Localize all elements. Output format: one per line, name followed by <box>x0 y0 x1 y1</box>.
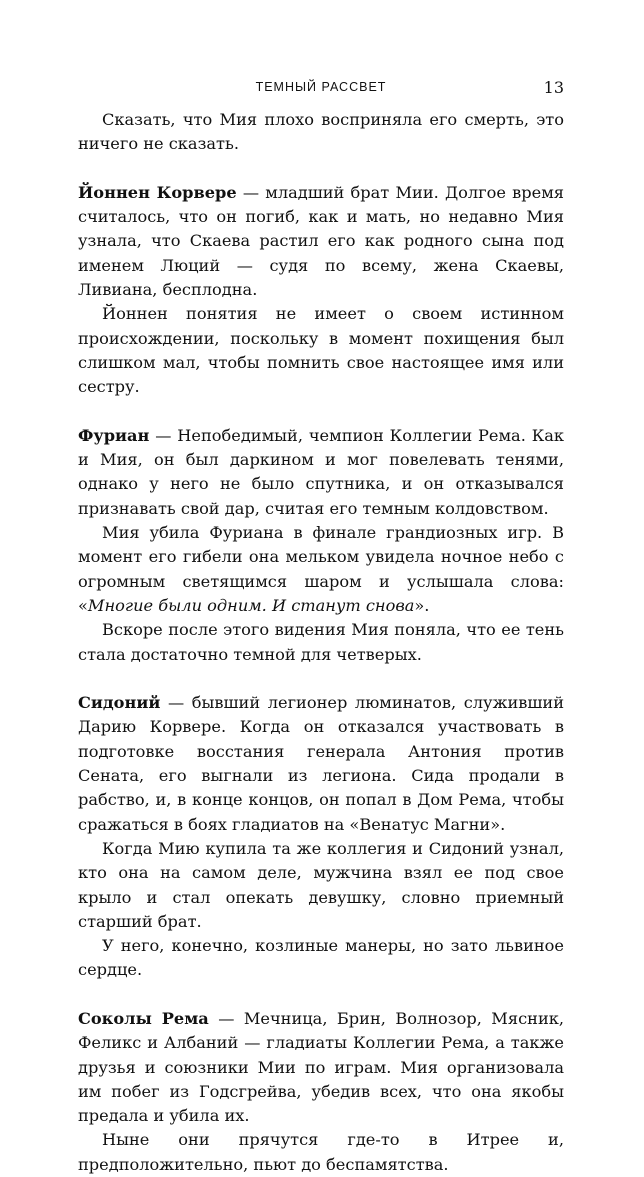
running-title: ТЕМНЫЙ РАССВЕТ <box>255 80 387 94</box>
entry-falcons-text: — Мечница, Брин, Волнозор, Мясник, Феликс и Албаний — гладиаты Коллегии Рема, а также друзья и союзники Мии по играм. Мия организовала им побег из Годсгрейва, убедив всех, что она якобы предала и убила их. <box>78 1008 564 1126</box>
term-jonnen: Йоннен Корвере <box>78 182 237 202</box>
paragraph-sidonius-2: Когда Мию купила та же коллегия и Сидоний узнал, кто она на самом деле, мужчина взял ее под свое крыло и стал опекать девушку, словно приемный старший брат. <box>78 838 564 931</box>
entry-furian-text: — Непобедимый, чемпион Коллегии Рема. Как и Мия, он был даркином и мог повелевать тенями, однако у него не было спутника, и он отказывался признавать свой дар, считая его темным колдовством. <box>78 425 564 518</box>
entry-sidonius-text: — бывший легионер люминатов, служивший Дарию Корвере. Когда он отказался участвовать в подготовке восстания генерала Антония против Сената, его выгнали из легиона. Сида продали в рабство, и, в конце концов, он попал в Дом Рема, чтобы сражаться в боях гладиатов на «Венатус Магни». <box>78 693 564 834</box>
running-head <box>78 78 564 98</box>
term-sidonius: Сидоний <box>78 693 161 713</box>
entry-jonnen-text: — младший брат Мии. Долгое время считалось, что он погиб, как и мать, но недавно Мия узнала, что Скаева растил его как родного сына под именем Люций — судя по всему, жена Скаевы, Ливиана, бесплодна. <box>78 182 565 300</box>
entry-jonnen <box>78 181 564 302</box>
page-body <box>78 108 564 1177</box>
paragraph-furian-3: Вскоре после этого видения Мия поняла, что ее тень стала достаточно темной для четверых. <box>78 620 564 664</box>
page-number: 13 <box>543 78 564 97</box>
paragraph-falcons-2: Ныне они прячутся где-то в Итрее и, предположительно, пьют до беспамятства. <box>78 1130 564 1174</box>
term-falcons: Соколы Рема <box>78 1008 209 1028</box>
furian-2-before: Мия убила Фуриана в финале грандиозных игр. В момент его гибели она мельком увидела ночное небо с огромным светящимся шаром и услышала слова: « <box>78 523 564 615</box>
paragraph-intro: Сказать, что Мия плохо восприняла его смерть, это ничего не сказать. <box>78 110 564 154</box>
entry-falcons <box>78 1007 564 1128</box>
furian-quote: Многие были одним. И станут снова <box>87 595 415 615</box>
furian-2-after: ». <box>414 595 430 615</box>
term-furian: Фуриан <box>78 425 150 445</box>
paragraph-sidonius-3: У него, конечно, козлиные манеры, но зато львиное сердце. <box>78 936 564 980</box>
paragraph-jonnen-2: Йоннен понятия не имеет о своем истинном происхождении, поскольку в момент похищения был слишком мал, чтобы помнить свое настоящее имя или сестру. <box>78 304 564 397</box>
paragraph-furian-2 <box>78 521 564 618</box>
entry-furian <box>78 424 564 521</box>
entry-sidonius <box>78 691 564 837</box>
